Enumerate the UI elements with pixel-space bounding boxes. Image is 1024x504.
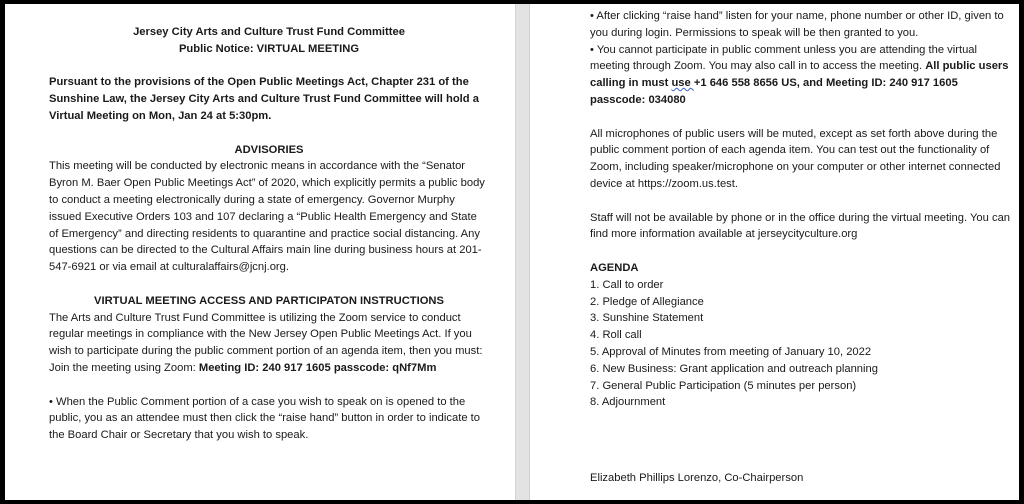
agenda-item: 5. Approval of Minutes from meeting of January 10, 2022 <box>590 345 872 358</box>
call-in-text-a: All public users calling in must <box>590 60 1009 90</box>
agenda-item: 1. Call to order <box>590 278 664 291</box>
page-left-content <box>49 24 489 444</box>
bullet-raise-hand: • When the Public Comment portion of a case you wish to speak on is opened to the public, you as an attendee must then click the “raise hand” button in order to indicate to the Board Chair or Secretary that you wish to speak. <box>49 395 480 442</box>
advisories-heading: ADVISORIES <box>234 143 304 156</box>
agenda-list <box>590 277 1015 411</box>
document-page-left <box>5 4 515 500</box>
page-right-content <box>590 8 1015 486</box>
access-text: The Arts and Culture Trust Fund Committee is utilizing the Zoom service to conduct regular meetings in compliance with the New Jersey Open Public Meetings Act. If you wish to participate during the public comment portion of an agenda item, then you must: Join the meeting using Zoom: <box>49 311 483 374</box>
staff-paragraph: Staff will not be available by phone or in the office during the virtual meeting. You can find more information available at jerseycityculture.org <box>590 211 1011 241</box>
agenda-item: 7. General Public Participation (5 minutes per person) <box>590 379 857 392</box>
microphones-paragraph: All microphones of public users will be muted, except as set forth above during the public comment portion of each agenda item. You can test out the functionality of Zoom, including speaker/microphone on your computer or other internet connected device at https://zoom.us.test. <box>590 127 1001 190</box>
access-paragraph <box>49 310 489 377</box>
agenda-item: 2. Pledge of Allegiance <box>590 295 704 308</box>
page-gutter <box>515 4 530 500</box>
notice-title: Jersey City Arts and Culture Trust Fund Committee <box>133 26 405 38</box>
signature-line: Elizabeth Phillips Lorenzo, Co-Chairperson <box>590 471 804 484</box>
advisories-paragraph: This meeting will be conducted by electronic means in accordance with the “Senator Byron M. Baer Open Public Meetings Act” of 2020, which explicitly permits a public body to conduct a meeting electronically during a state of emergency. Governor Murphy issued Executive Orders 103 and 107 declaring a “Public Health Emergency and State of Emergency” and directing residents to quarantine and practice social distancing. Any questions can be directed to the Cultural Affairs main line during business hours at 201-547-6921 or via email at culturalaffairs@jcnj.org. <box>49 160 485 274</box>
call-in-number: +1 646 558 8656 US, and Meeting ID: 240 917 1605 passcode: 034080 <box>590 77 958 106</box>
agenda-item: 3. Sunshine Statement <box>590 312 704 325</box>
agenda-item: 8. Adjournment <box>590 396 666 409</box>
access-heading: VIRTUAL MEETING ACCESS AND PARTICIPATON INSTRUCTIONS <box>94 294 444 307</box>
bullet-cannot-participate <box>590 42 1015 109</box>
agenda-heading: AGENDA <box>590 261 639 274</box>
meeting-id-passcode: Meeting ID: 240 917 1605 passcode: qNf7Mm <box>198 361 437 374</box>
bullet-after-raise-hand: • After clicking “raise hand” listen for your name, phone number or other ID, given to you during login. Permissions to speak will be then granted to you. <box>590 10 1004 39</box>
notice-subtitle: Public Notice: VIRTUAL MEETING <box>178 42 360 55</box>
participation-text: • You cannot participate in public comment unless you are attending the virtual meeting through Zoom. You may also call in to access the meeting. <box>590 43 978 73</box>
document-page-right <box>530 4 1019 500</box>
agenda-item: 6. New Business: Grant application and outreach planning <box>590 362 878 375</box>
agenda-item: 4. Roll call <box>590 329 642 342</box>
spellcheck-word: use <box>671 77 694 90</box>
intro-paragraph: Pursuant to the provisions of the Open Public Meetings Act, Chapter 231 of the Sunshine Law, the Jersey City Arts and Culture Trust Fund Committee will hold a Virtual Meeting on Mon, Jan 24 at 5:30pm. <box>49 76 479 122</box>
